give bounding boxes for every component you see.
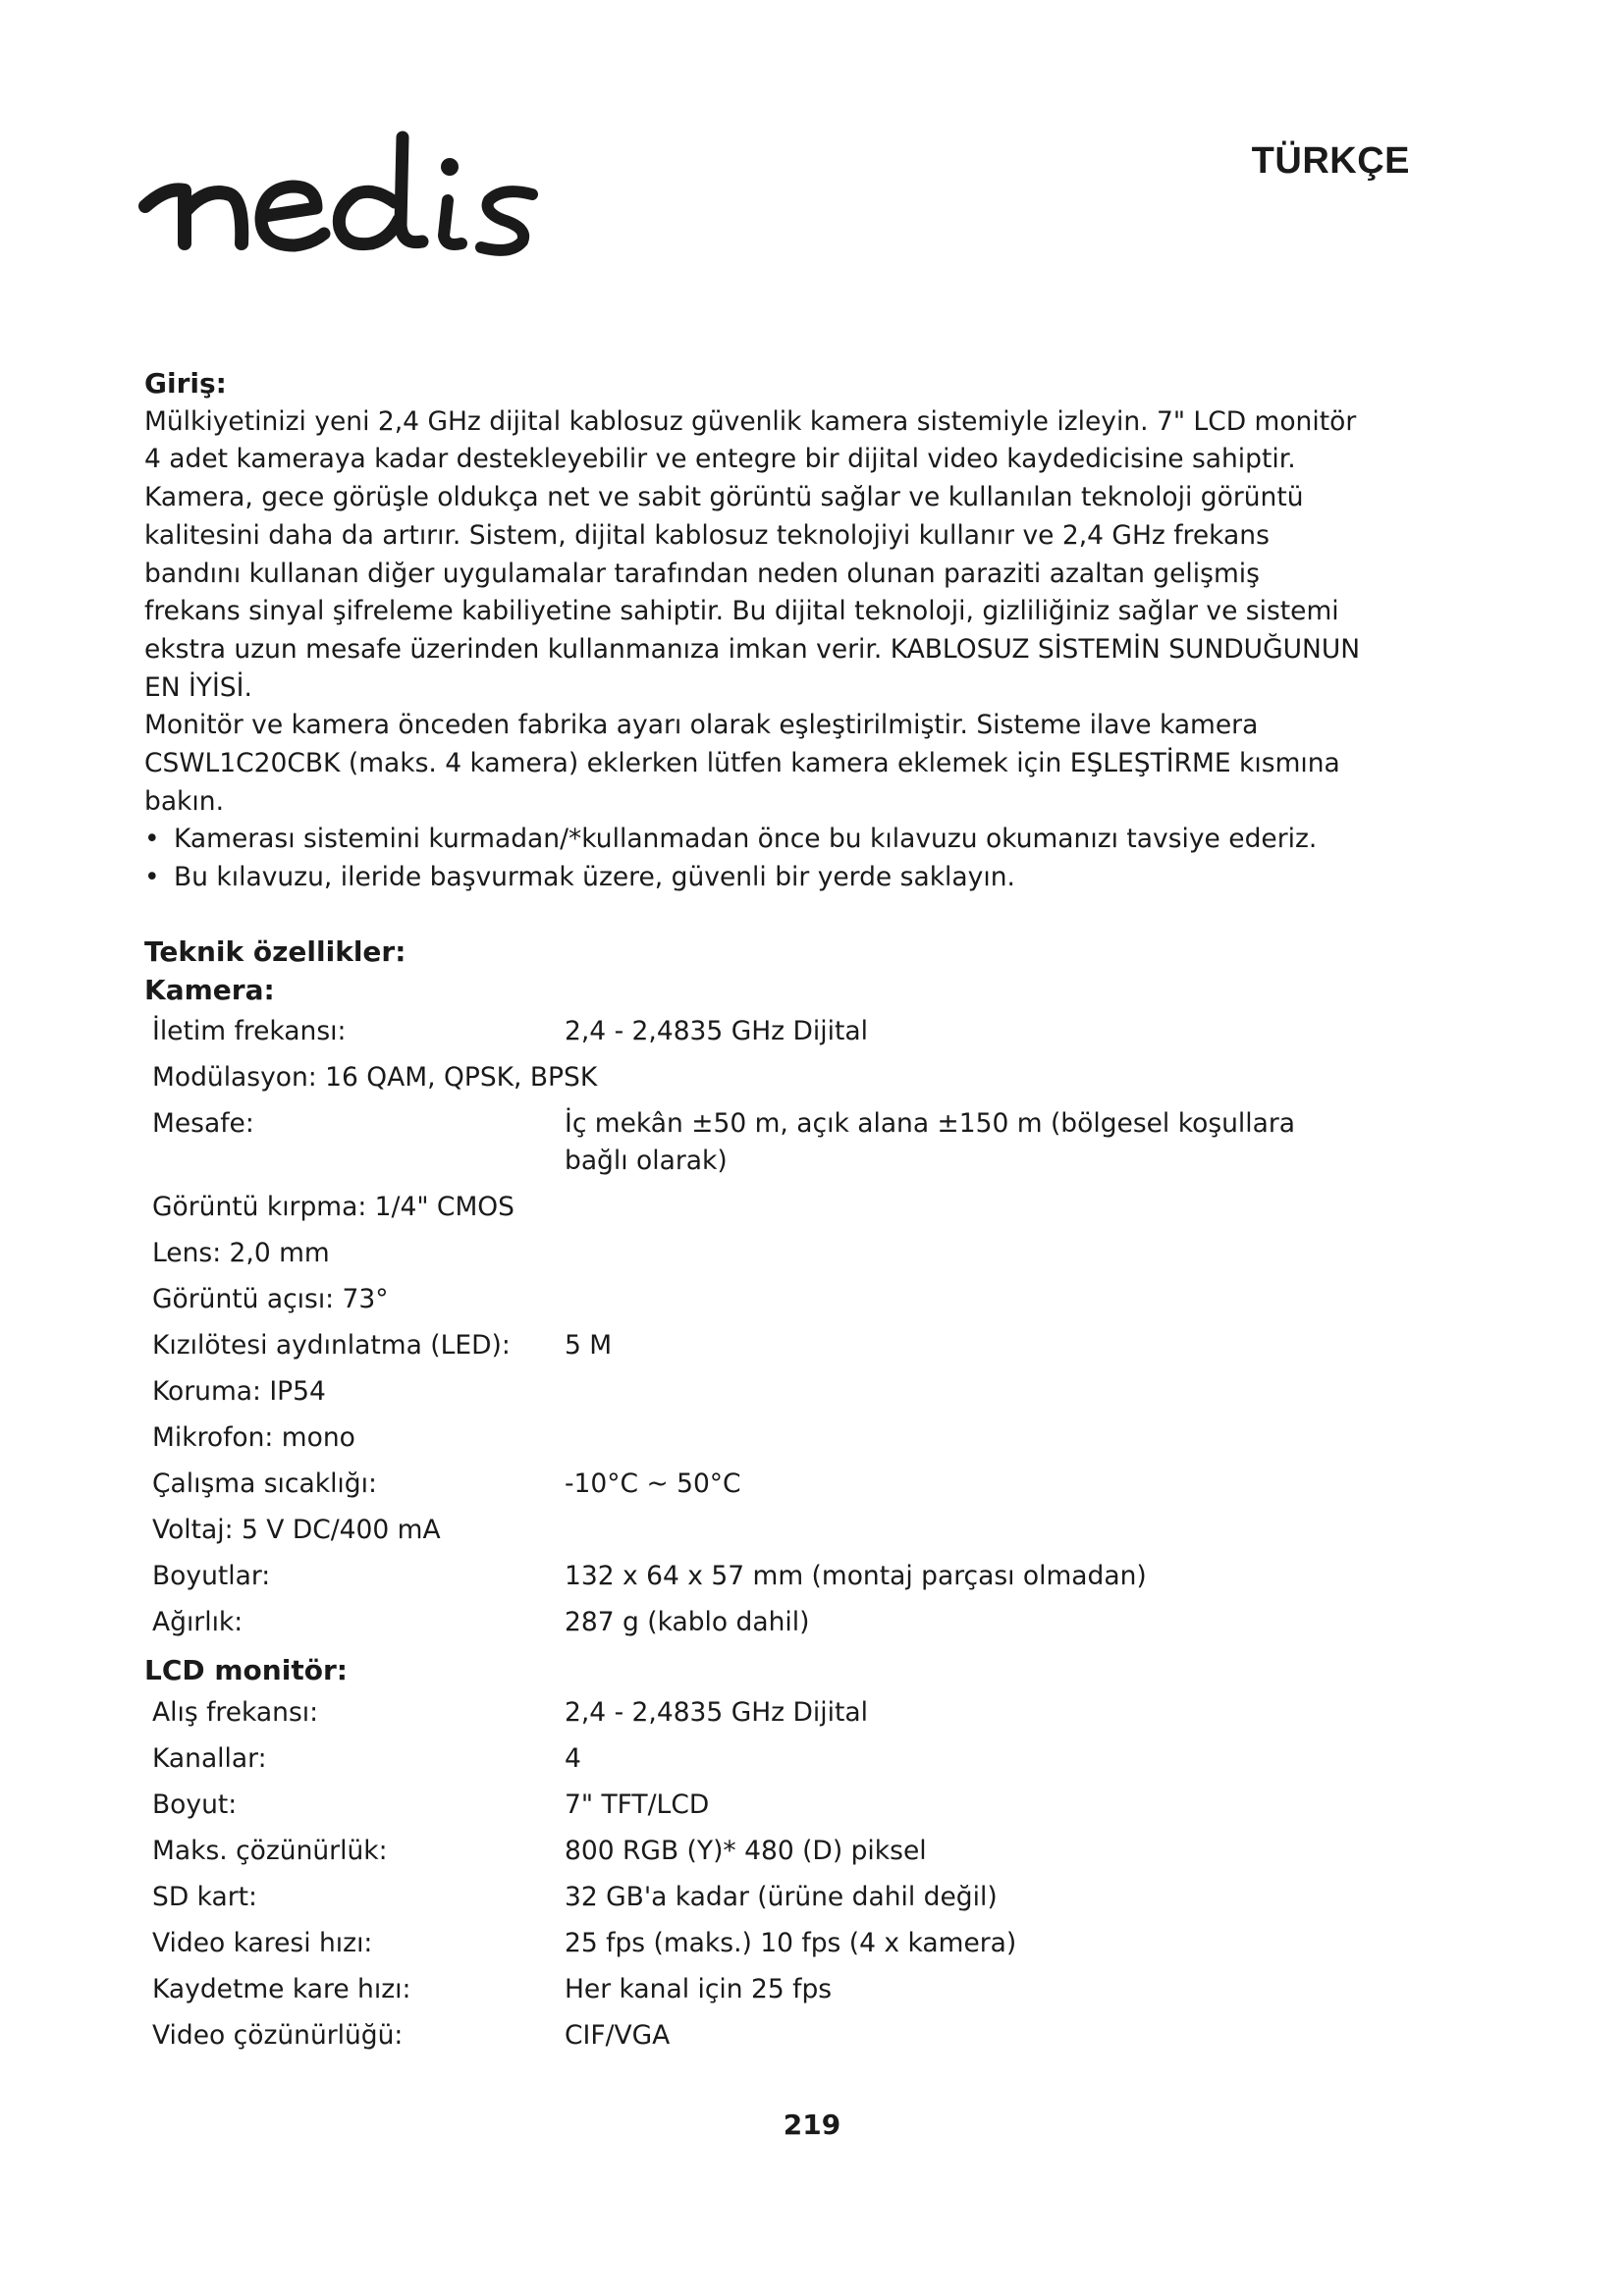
- spec-label: Çalışma sıcaklığı:: [152, 1468, 377, 1500]
- spec-row: [152, 1415, 1362, 1462]
- spec-row: [152, 1736, 1362, 1783]
- spec-label: Video çözünürlüğü:: [152, 2019, 404, 2051]
- spec-value: 132 x 64 x 57 mm (montaj parçası olmadan): [565, 1561, 1147, 1592]
- bullet-item: • Kamerası sistemini kurmadan/*kullanmadan önce bu kılavuzu okumanızı tavsiye ederiz.: [144, 821, 1362, 859]
- spec-label: Boyutlar:: [152, 1561, 271, 1592]
- spec-label: SD kart:: [152, 1881, 257, 1912]
- spec-row: [152, 1967, 1362, 2013]
- spec-label: Maks. çözünürlük:: [152, 1835, 388, 1866]
- intro-heading: Giriş:: [144, 367, 227, 400]
- spec-label: Mikrofon: mono: [152, 1422, 355, 1454]
- spec-row: [152, 1875, 1362, 1921]
- spec-label: Alış frekansı:: [152, 1696, 319, 1728]
- spec-value: 7" TFT/LCD: [565, 1789, 710, 1820]
- page-number: 219: [783, 2109, 841, 2141]
- bullet-item: • Bu kılavuzu, ileride başvurmak üzere, güvenli bir yerde saklayın.: [144, 859, 1362, 897]
- language-label: TÜRKÇE: [1251, 140, 1410, 182]
- spec-row: [152, 1554, 1362, 1600]
- spec-value: CIF/VGA: [565, 2019, 671, 2051]
- spec-label: Kanallar:: [152, 1742, 267, 1774]
- spec-value: -10°C ~ 50°C: [565, 1468, 741, 1500]
- spec-row: [152, 1600, 1362, 1646]
- spec-label: Voltaj: 5 V DC/400 mA: [152, 1515, 441, 1546]
- spec-value: İç mekân ±50 m, açık alana ±150 m (bölgesel koşullara bağlı olarak): [565, 1108, 1296, 1177]
- intro-bullet-list: [144, 821, 1362, 896]
- spec-row: [152, 1829, 1362, 1875]
- spec-row: [152, 1055, 1362, 1101]
- intro-paragraph: Monitör ve kamera önceden fabrika ayarı olarak eşleştirilmiştir. Sisteme ilave kamera CSWL1C20CBK (maks. 4 kamera) eklerken lütfen kamera eklemek için EŞLEŞTİRME kısmına bakın.: [144, 710, 1340, 817]
- spec-row: [152, 1185, 1362, 1231]
- intro-paragraph: Kamera, gece görüşle oldukça net ve sabit görüntü sağlar ve kullanılan teknoloji görüntü kalitesini daha da artırır. Sistem, dijital kablosuz teknolojiyi kullanır ve 2,4 GHz frekans bandını kullanan diğer uygulamalar tarafından neden olunan paraziti azaltan gelişmiş frekans sinyal şifreleme kabiliyetine sahiptir. Bu dijital teknoloji, gizliliğiniz sağlar ve sistemi ekstra uzun mesafe üzerinden kullanmanıza imkan verir. KABLOSUZ SİSTEMİN SUNDUĞUNUN EN İYİSİ.: [144, 482, 1361, 703]
- spec-row: [152, 1101, 1362, 1185]
- spec-label: Lens: 2,0 mm: [152, 1238, 330, 1269]
- spec-row: [152, 2013, 1362, 2059]
- spec-row: [152, 1690, 1362, 1736]
- spec-value: 287 g (kablo dahil): [565, 1607, 810, 1638]
- spec-label: Boyut:: [152, 1789, 238, 1820]
- intro-paragraph: Mülkiyetinizi yeni 2,4 GHz dijital kablosuz güvenlik kamera sistemiyle izleyin. 7" LCD monitör 4 adet kameraya kadar destekleyebilir ve entegre bir dijital video kaydedicisine sahiptir.: [144, 405, 1357, 475]
- spec-row: [152, 1508, 1362, 1554]
- spec-value: 2,4 - 2,4835 GHz Dijital: [565, 1016, 868, 1047]
- spec-value: 5 M: [565, 1330, 613, 1362]
- spec-value: 2,4 - 2,4835 GHz Dijital: [565, 1696, 868, 1728]
- spec-value: 32 GB'a kadar (ürüne dahil değil): [565, 1881, 998, 1912]
- spec-label: Görüntü kırpma: 1/4" CMOS: [152, 1192, 514, 1223]
- spec-label: İletim frekansı:: [152, 1016, 347, 1047]
- spec-row: [152, 1277, 1362, 1323]
- spec-row: [152, 1009, 1362, 1055]
- spec-value: Her kanal için 25 fps: [565, 1973, 833, 2004]
- specs-heading: Teknik özellikler:: [144, 934, 406, 968]
- spec-label: Görüntü açısı: 73°: [152, 1284, 389, 1315]
- specs-section: [144, 934, 1362, 2059]
- document-body: [144, 365, 1362, 2059]
- spec-label: Modülasyon: 16 QAM, QPSK, BPSK: [152, 1062, 598, 1094]
- spec-label: Ağırlık:: [152, 1607, 244, 1638]
- spec-value: 4: [565, 1742, 581, 1774]
- spec-label: Mesafe:: [152, 1108, 254, 1140]
- spec-row: [152, 1783, 1362, 1829]
- intro-section: [144, 365, 1362, 897]
- spec-row: [152, 1369, 1362, 1415]
- spec-row: [152, 1462, 1362, 1508]
- spec-row: [152, 1231, 1362, 1277]
- spec-value: 25 fps (maks.) 10 fps (4 x kamera): [565, 1927, 1017, 1958]
- spec-row: [152, 1323, 1362, 1369]
- spec-label: Koruma: IP54: [152, 1376, 326, 1408]
- spec-label: Video karesi hızı:: [152, 1927, 373, 1958]
- spec-label: Kaydetme kare hızı:: [152, 1973, 411, 2004]
- spec-row: [152, 1921, 1362, 1967]
- camera-heading: Kamera:: [144, 973, 275, 1006]
- spec-value: 800 RGB (Y)* 480 (D) piksel: [565, 1835, 927, 1866]
- lcd-heading: LCD monitör:: [144, 1654, 348, 1687]
- spec-label: Kızılötesi aydınlatma (LED):: [152, 1330, 511, 1362]
- nedis-logo: [137, 118, 633, 265]
